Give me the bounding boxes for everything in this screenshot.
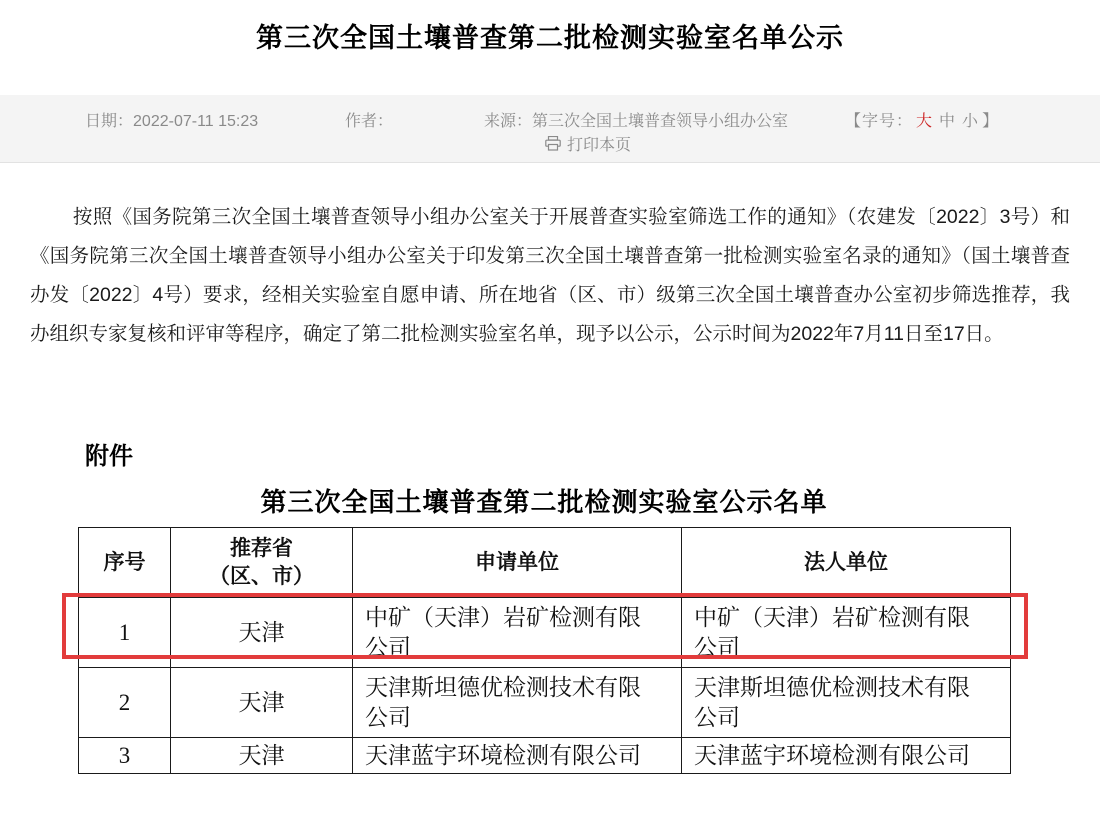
- cell-no: 1: [79, 598, 171, 668]
- lab-table: [78, 527, 1011, 774]
- font-size-medium[interactable]: 中: [939, 113, 957, 130]
- source-label: 来源：: [484, 113, 533, 130]
- print-label: 打印本页: [567, 137, 632, 154]
- author-label: 作者：: [345, 113, 394, 130]
- lab-table-container: [78, 527, 1010, 774]
- print-page-link[interactable]: [545, 132, 631, 155]
- cell-no: 2: [79, 668, 171, 738]
- cell-legal: 中矿（天津）岩矿检测有限公司: [682, 598, 1011, 668]
- cell-applicant: 天津蓝宇环境检测有限公司: [353, 738, 682, 774]
- header-province: [171, 528, 353, 598]
- meta-author: [345, 108, 393, 131]
- attachment-heading: 附件: [85, 443, 133, 470]
- date-label: 日期：: [85, 113, 134, 130]
- meta-date: [85, 108, 258, 131]
- header-province-line1: 推荐省: [230, 536, 293, 560]
- font-size-control: [845, 108, 999, 131]
- font-size-small[interactable]: 小: [962, 113, 980, 130]
- date-value: 2022-07-11 15:23: [133, 113, 259, 130]
- header-no: 序号: [79, 528, 171, 598]
- font-size-label: 【字号：: [845, 113, 914, 130]
- page-title: 第三次全国土壤普查第二批检测实验室名单公示: [256, 23, 844, 53]
- font-size-close: 】: [982, 113, 1000, 130]
- printer-icon: [545, 136, 561, 151]
- cell-no: 3: [79, 738, 171, 774]
- meta-source: [484, 108, 788, 131]
- cell-province: 天津: [171, 598, 353, 668]
- table-row: [79, 668, 1011, 738]
- cell-province: 天津: [171, 738, 353, 774]
- cell-province: 天津: [171, 668, 353, 738]
- header-province-line2: （区、市）: [209, 564, 314, 588]
- source-value: 第三次全国土壤普查领导小组办公室: [532, 113, 789, 130]
- announcement-paragraph: 按照《国务院第三次全国土壤普查领导小组办公室关于开展普查实验室筛选工作的通知》（农建发〔2022〕3号）和《国务院第三次全国土壤普查领导小组办公室关于印发第三次全国土壤普查第一批检测实验室名录的通知》（国土壤普查办发〔2022〕4号）要求，经相关实验室自愿申请、所在地省（区、市）级第三次全国土壤普查办公室初步筛选推荐，我办组织专家复核和评审等程序，确定了第二批检测实验室名单，现予以公示，公示时间为2022年7月11日至17日。: [30, 206, 1070, 345]
- header-legal: 法人单位: [682, 528, 1011, 598]
- header-applicant: 申请单位: [353, 528, 682, 598]
- cell-applicant: 中矿（天津）岩矿检测有限公司: [353, 598, 682, 668]
- table-row: [79, 598, 1011, 668]
- table-header-row: [79, 528, 1011, 598]
- cell-legal: 天津蓝宇环境检测有限公司: [682, 738, 1011, 774]
- table-title: 第三次全国土壤普查第二批检测实验室公示名单: [260, 487, 828, 517]
- cell-legal: 天津斯坦德优检测技术有限公司: [682, 668, 1011, 738]
- table-row: [79, 738, 1011, 774]
- meta-bar: [0, 95, 1100, 163]
- cell-applicant: 天津斯坦德优检测技术有限公司: [353, 668, 682, 738]
- font-size-large[interactable]: 大: [916, 113, 934, 130]
